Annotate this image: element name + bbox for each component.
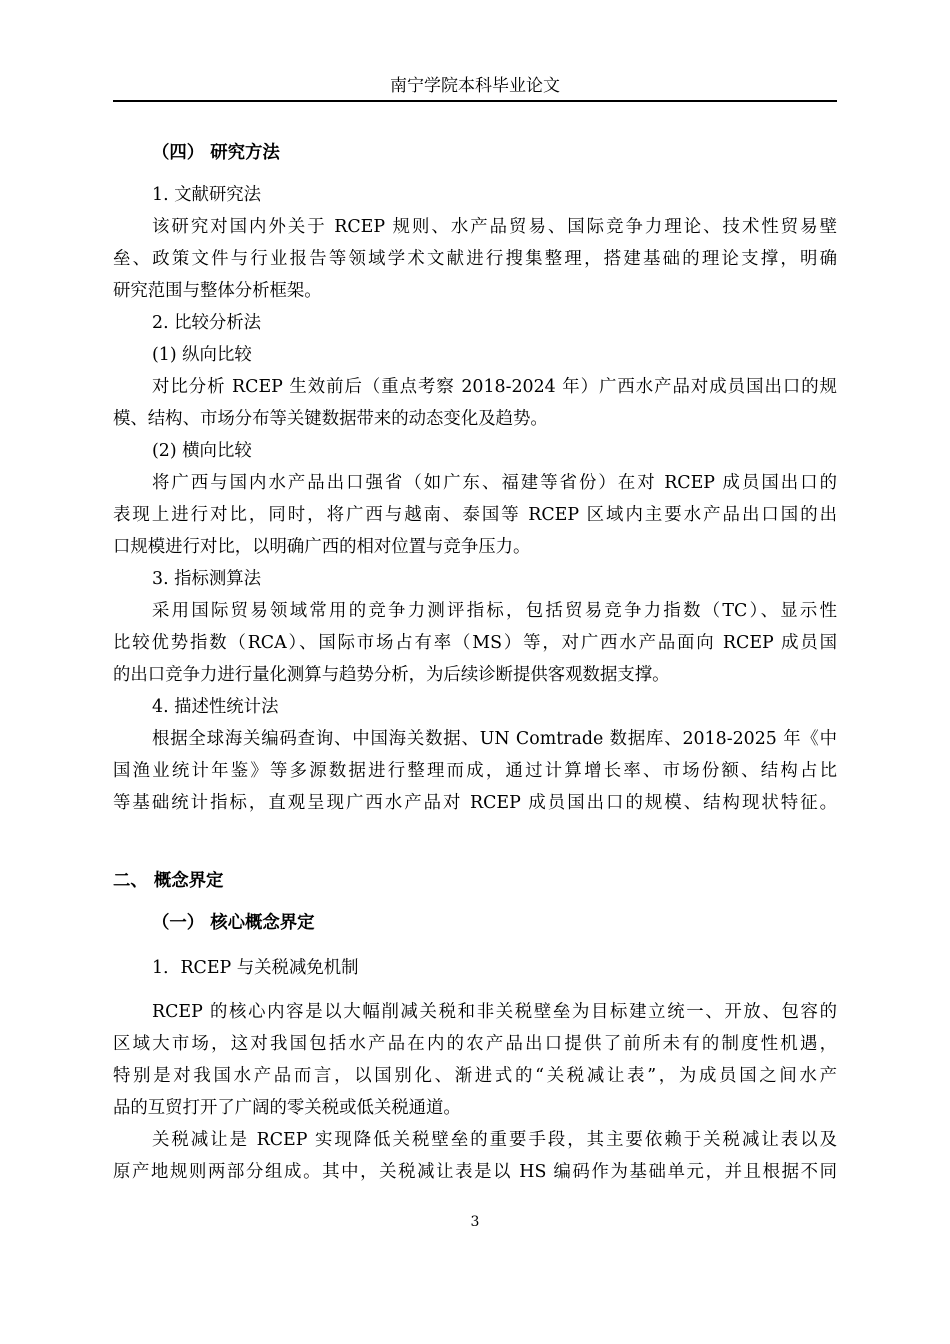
paragraph-line: 原产地规则两部分组成。其中，关税减让表是以 HS 编码作为基础单元，并且根据不同 (113, 1162, 837, 1182)
paragraph-line: 品的互贸打开了广阔的零关税或低关税通道。 (113, 1098, 461, 1118)
paragraph-line: 的出口竞争力进行量化测算与趋势分析，为后续诊断提供客观数据支撑。 (113, 665, 670, 685)
section-heading-research-methods: （四） 研究方法 (152, 143, 280, 163)
paragraph-line: 根据全球海关编码查询、中国海关数据、UN Comtrade 数据库、2018-2025 年《中 (152, 729, 837, 749)
running-header: 南宁学院本科毕业论文 (390, 76, 560, 96)
paragraph-line: 特别是对我国水产品而言，以国别化、渐进式的“关税减让表”，为成员国之间水产 (113, 1066, 837, 1086)
method-1-title: 1. 文献研究法 (152, 185, 262, 205)
paragraph-line: 国渔业统计年鉴》等多源数据进行整理而成，通过计算增长率、市场份额、结构占比 (113, 761, 837, 781)
method-2-subtitle-vertical: (1) 纵向比较 (152, 345, 252, 365)
item-1-title: 1．RCEP 与关税减免机制 (152, 958, 359, 978)
header-divider (113, 100, 837, 102)
method-2-title: 2. 比较分析法 (152, 313, 262, 333)
paragraph-line: 将广西与国内水产品出口强省（如广东、福建等省份）在对 RCEP 成员国出口的 (152, 473, 837, 493)
chapter-heading-concepts: 二、 概念界定 (113, 871, 224, 891)
method-4-title: 4. 描述性统计法 (152, 697, 279, 717)
paragraph-line: 关税减让是 RCEP 实现降低关税壁垒的重要手段，其主要依赖于关税减让表以及 (152, 1130, 837, 1150)
page-number: 3 (470, 1214, 480, 1230)
paragraph-line: 该研究对国内外关于 RCEP 规则、水产品贸易、国际竞争力理论、技术性贸易壁 (152, 217, 837, 237)
paragraph-line: 对比分析 RCEP 生效前后（重点考察 2018-2024 年）广西水产品对成员国出口的规 (152, 377, 837, 397)
paragraph-line: 区域大市场，这对我国包括水产品在内的农产品出口提供了前所未有的制度性机遇， (113, 1034, 837, 1054)
paragraph-line: 比较优势指数（RCA）、国际市场占有率（MS）等，对广西水产品面向 RCEP 成员国 (113, 633, 837, 653)
paragraph-line: 研究范围与整体分析框架。 (113, 281, 322, 301)
section-heading-core-concepts: （一） 核心概念界定 (152, 913, 315, 933)
paragraph-line: 模、结构、市场分布等关键数据带来的动态变化及趋势。 (113, 409, 548, 429)
paragraph-line: 垒、政策文件与行业报告等领域学术文献进行搜集整理，搭建基础的理论支撑，明确 (113, 249, 837, 269)
paragraph-line: RCEP 的核心内容是以大幅削减关税和非关税壁垒为目标建立统一、开放、包容的 (152, 1002, 837, 1022)
paragraph-line: 采用国际贸易领域常用的竞争力测评指标，包括贸易竞争力指数（TC）、显示性 (152, 601, 837, 621)
method-2-subtitle-horizontal: (2) 横向比较 (152, 441, 252, 461)
paragraph-line: 表现上进行对比，同时，将广西与越南、泰国等 RCEP 区域内主要水产品出口国的出 (113, 505, 837, 525)
paragraph-line: 口规模进行对比，以明确广西的相对位置与竞争压力。 (113, 537, 531, 557)
paragraph-line: 等基础统计指标，直观呈现广西水产品对 RCEP 成员国出口的规模、结构现状特征。 (113, 793, 837, 813)
method-3-title: 3. 指标测算法 (152, 569, 262, 589)
